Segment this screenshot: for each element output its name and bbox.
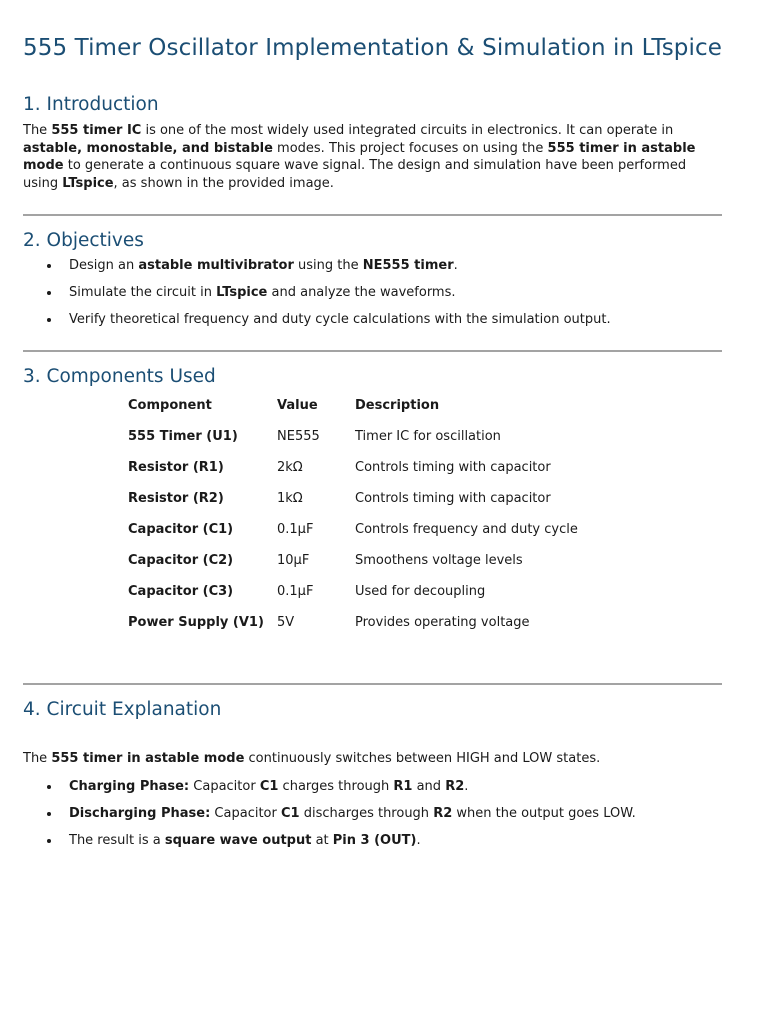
- phase-text: The result is a: [69, 832, 165, 848]
- table-row: [128, 421, 615, 452]
- introduction-section: [23, 94, 722, 192]
- value-cell: 0.1µF: [277, 584, 314, 599]
- value-cell: 2kΩ: [277, 460, 303, 475]
- objectives-heading: 2. Objectives: [23, 230, 144, 251]
- table-row: [128, 607, 615, 638]
- column-header-value: Value: [277, 398, 318, 413]
- phase-bold: Charging Phase:: [69, 778, 190, 794]
- intro-text-4: to generate a continuous square wave signal. The design and simulation have been performed using: [23, 158, 687, 191]
- description-cell: Controls frequency and duty cycle: [355, 522, 578, 537]
- circuit-explanation-paragraph: [23, 750, 722, 768]
- phase-bold: C1: [259, 778, 279, 794]
- description-cell: Used for decoupling: [355, 584, 486, 599]
- intro-text-1: The: [23, 123, 52, 138]
- objective-text: Simulate the circuit in: [69, 285, 217, 300]
- component-cell: Power Supply (V1): [128, 615, 264, 630]
- circuit-phases-list: [23, 778, 722, 849]
- components-section: [23, 366, 722, 638]
- section-divider: [23, 683, 722, 685]
- objective-bold: astable multivibrator: [138, 258, 294, 273]
- intro-text-5: , as shown in the provided image.: [113, 175, 334, 191]
- objective-item: [23, 311, 722, 328]
- objectives-list: [23, 257, 722, 328]
- phase-bold: C1: [280, 805, 300, 821]
- phase-item: [23, 778, 722, 795]
- table-row: [128, 514, 615, 545]
- circuit-text: continuously switches between HIGH and LOW states.: [244, 751, 601, 766]
- table-row: [128, 452, 615, 483]
- intro-bold-555-timer-ic: 555 timer IC: [51, 123, 142, 138]
- intro-bold-astable-mode: 555 timer in astable mode: [23, 140, 696, 173]
- circuit-explanation-heading: 4. Circuit Explanation: [23, 699, 222, 720]
- component-cell: Capacitor (C2): [128, 553, 234, 568]
- phase-bold: Pin 3 (OUT): [332, 832, 417, 848]
- component-cell: Capacitor (C1): [128, 522, 234, 537]
- description-cell: Provides operating voltage: [355, 615, 530, 630]
- phase-item: [23, 805, 722, 822]
- description-cell: Smoothens voltage levels: [355, 553, 523, 568]
- objective-text: Verify theoretical frequency and duty cycle calculations with the simulation output.: [69, 312, 611, 327]
- phase-bold: Discharging Phase:: [69, 805, 211, 821]
- table-header-row: [128, 390, 615, 421]
- table-row: [128, 483, 615, 514]
- value-cell: 5V: [277, 615, 295, 630]
- objective-text: Design an: [69, 258, 139, 273]
- column-header-description: Description: [355, 398, 440, 413]
- phase-text: Capacitor: [210, 805, 281, 821]
- value-cell: NE555: [277, 429, 320, 444]
- description-cell: Timer IC for oscillation: [355, 429, 501, 444]
- column-header-component: Component: [128, 398, 212, 413]
- section-divider: [23, 350, 722, 352]
- introduction-paragraph: [23, 122, 722, 192]
- objective-text: .: [453, 258, 458, 273]
- phase-text: .: [416, 832, 421, 848]
- phase-text: discharges through: [299, 805, 434, 821]
- document-title: 555 Timer Oscillator Implementation & Simulation in LTspice: [23, 35, 722, 61]
- objective-text: using the: [293, 258, 363, 273]
- value-cell: 10µF: [277, 553, 310, 568]
- component-cell: Resistor (R1): [128, 460, 224, 475]
- objectives-section: [23, 230, 722, 328]
- objective-bold: NE555 timer: [362, 258, 454, 273]
- circuit-text: The: [23, 751, 52, 766]
- objective-text: and analyze the waveforms.: [267, 285, 456, 300]
- intro-text-2: is one of the most widely used integrated circuits in electronics. It can operate in: [141, 123, 674, 138]
- table-row: [128, 545, 615, 576]
- phase-text: .: [464, 778, 469, 794]
- phase-bold: R2: [433, 805, 453, 821]
- phase-bold: square wave output: [164, 832, 312, 848]
- phase-text: charges through: [278, 778, 394, 794]
- objective-bold: LTspice: [216, 285, 268, 300]
- phase-item: [23, 832, 722, 849]
- components-heading: 3. Components Used: [23, 366, 216, 387]
- description-cell: Controls timing with capacitor: [355, 491, 551, 506]
- value-cell: 0.1µF: [277, 522, 314, 537]
- objective-item: [23, 257, 722, 274]
- components-table: [128, 390, 615, 638]
- phase-bold: R1: [393, 778, 413, 794]
- phase-text: when the output goes LOW.: [452, 805, 636, 821]
- intro-text-3: modes. This project focuses on using the: [272, 140, 548, 156]
- phase-text: and: [412, 778, 446, 794]
- phase-text: Capacitor: [189, 778, 260, 794]
- value-cell: 1kΩ: [277, 491, 303, 506]
- section-divider: [23, 214, 722, 216]
- description-cell: Controls timing with capacitor: [355, 460, 551, 475]
- component-cell: 555 Timer (U1): [128, 429, 238, 444]
- table-row: [128, 576, 615, 607]
- phase-text: at: [311, 832, 333, 848]
- introduction-heading: 1. Introduction: [23, 94, 159, 115]
- intro-bold-ltspice: LTspice: [62, 175, 114, 191]
- circuit-bold: 555 timer in astable mode: [51, 751, 245, 766]
- intro-bold-modes: astable, monostable, and bistable: [23, 140, 273, 156]
- phase-bold: R2: [445, 778, 465, 794]
- objective-item: [23, 284, 722, 301]
- circuit-explanation-section: [23, 699, 722, 849]
- component-cell: Capacitor (C3): [128, 584, 234, 599]
- component-cell: Resistor (R2): [128, 491, 224, 506]
